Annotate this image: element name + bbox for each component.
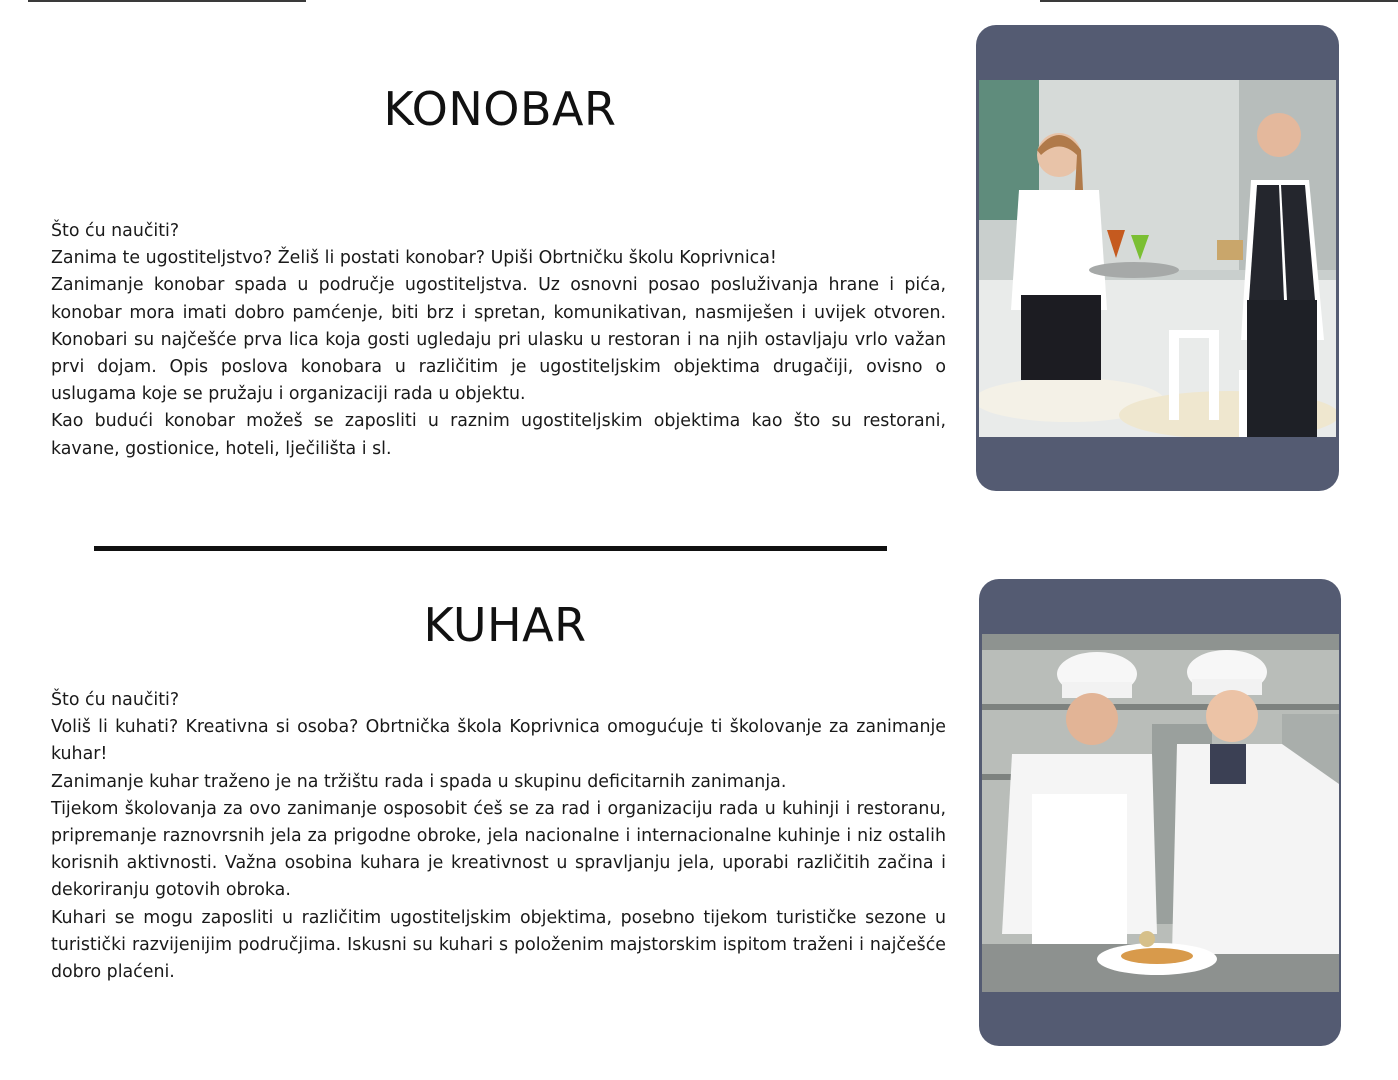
- waiters-photo: [979, 80, 1336, 437]
- section-title-kuhar: KUHAR: [423, 598, 587, 652]
- paragraph: Zanima te ugostiteljstvo? Želiš li postati konobar? Upiši Obrtničku školu Koprivnica!: [51, 248, 777, 269]
- paragraph: Što ću naučiti?: [51, 221, 180, 241]
- top-decor-line-right: [1040, 0, 1398, 2]
- paragraph: Kuhari se mogu zaposliti u različitim ugostiteljskim objektima, posebno tijekom turističke sezone u turistički razvijenijim područjima. Iskusni su kuhari s položenim majstorskim ispitom traženi i najčešće dobro plaćeni.: [51, 907, 946, 983]
- section-text-kuhar: [51, 687, 946, 986]
- paragraph: Zanimanje konobar spada u područje ugostiteljstva. Uz osnovni posao posluživanja hrane i pića, konobar mora imati dobro pamćenje, biti brz i spretan, komunikativan, nasmiješen i uvijek otvoren. Konobari su najčešće prva lica koja gosti ugledaju pri ulasku u restoran i na njih ostavljaju vrlo važan prvi dojam. Opis poslova konobara u različitim je ugostiteljskim objektima drugačiji, ovisno o uslugama koje se pružaju i organizaciji rada u objektu.: [51, 275, 946, 405]
- waiters-illustration: [979, 80, 1336, 437]
- paragraph: Voliš li kuhati? Kreativna si osoba? Obrtnička škola Koprivnica omogućuje ti školovanje za zanimanje kuhar!: [51, 717, 946, 765]
- top-decor-line-left: [28, 0, 306, 2]
- photo-card-konobar: [976, 25, 1339, 491]
- chefs-photo: [982, 634, 1339, 992]
- photo-card-kuhar: [979, 579, 1341, 1046]
- section-divider: [94, 546, 887, 551]
- paragraph: Zanimanje kuhar traženo je na tržištu rada i spada u skupinu deficitarnih zanimanja.: [51, 771, 787, 792]
- paragraph: Kao budući konobar možeš se zaposliti u raznim ugostiteljskim objektima kao što su restorani, kavane, gostionice, hoteli, lječilišta i sl.: [51, 411, 946, 459]
- section-title-konobar: KONOBAR: [383, 82, 617, 136]
- paragraph: Tijekom školovanja za ovo zanimanje osposobit ćeš se za rad i organizaciju rada u kuhinji i restoranu, pripremanje raznovrsnih jela za prigodne obroke, jela nacionalne i internacionalne kuhinje i niz ostalih korisnih aktivnosti. Važna osobina kuhara je kreativnost u spravljanju jela, uporabi različitih začina i dekoriranju gotovih obroka.: [51, 798, 946, 901]
- paragraph: Što ću naučiti?: [51, 690, 180, 710]
- chefs-illustration: [982, 634, 1339, 992]
- section-text-konobar: [51, 218, 946, 463]
